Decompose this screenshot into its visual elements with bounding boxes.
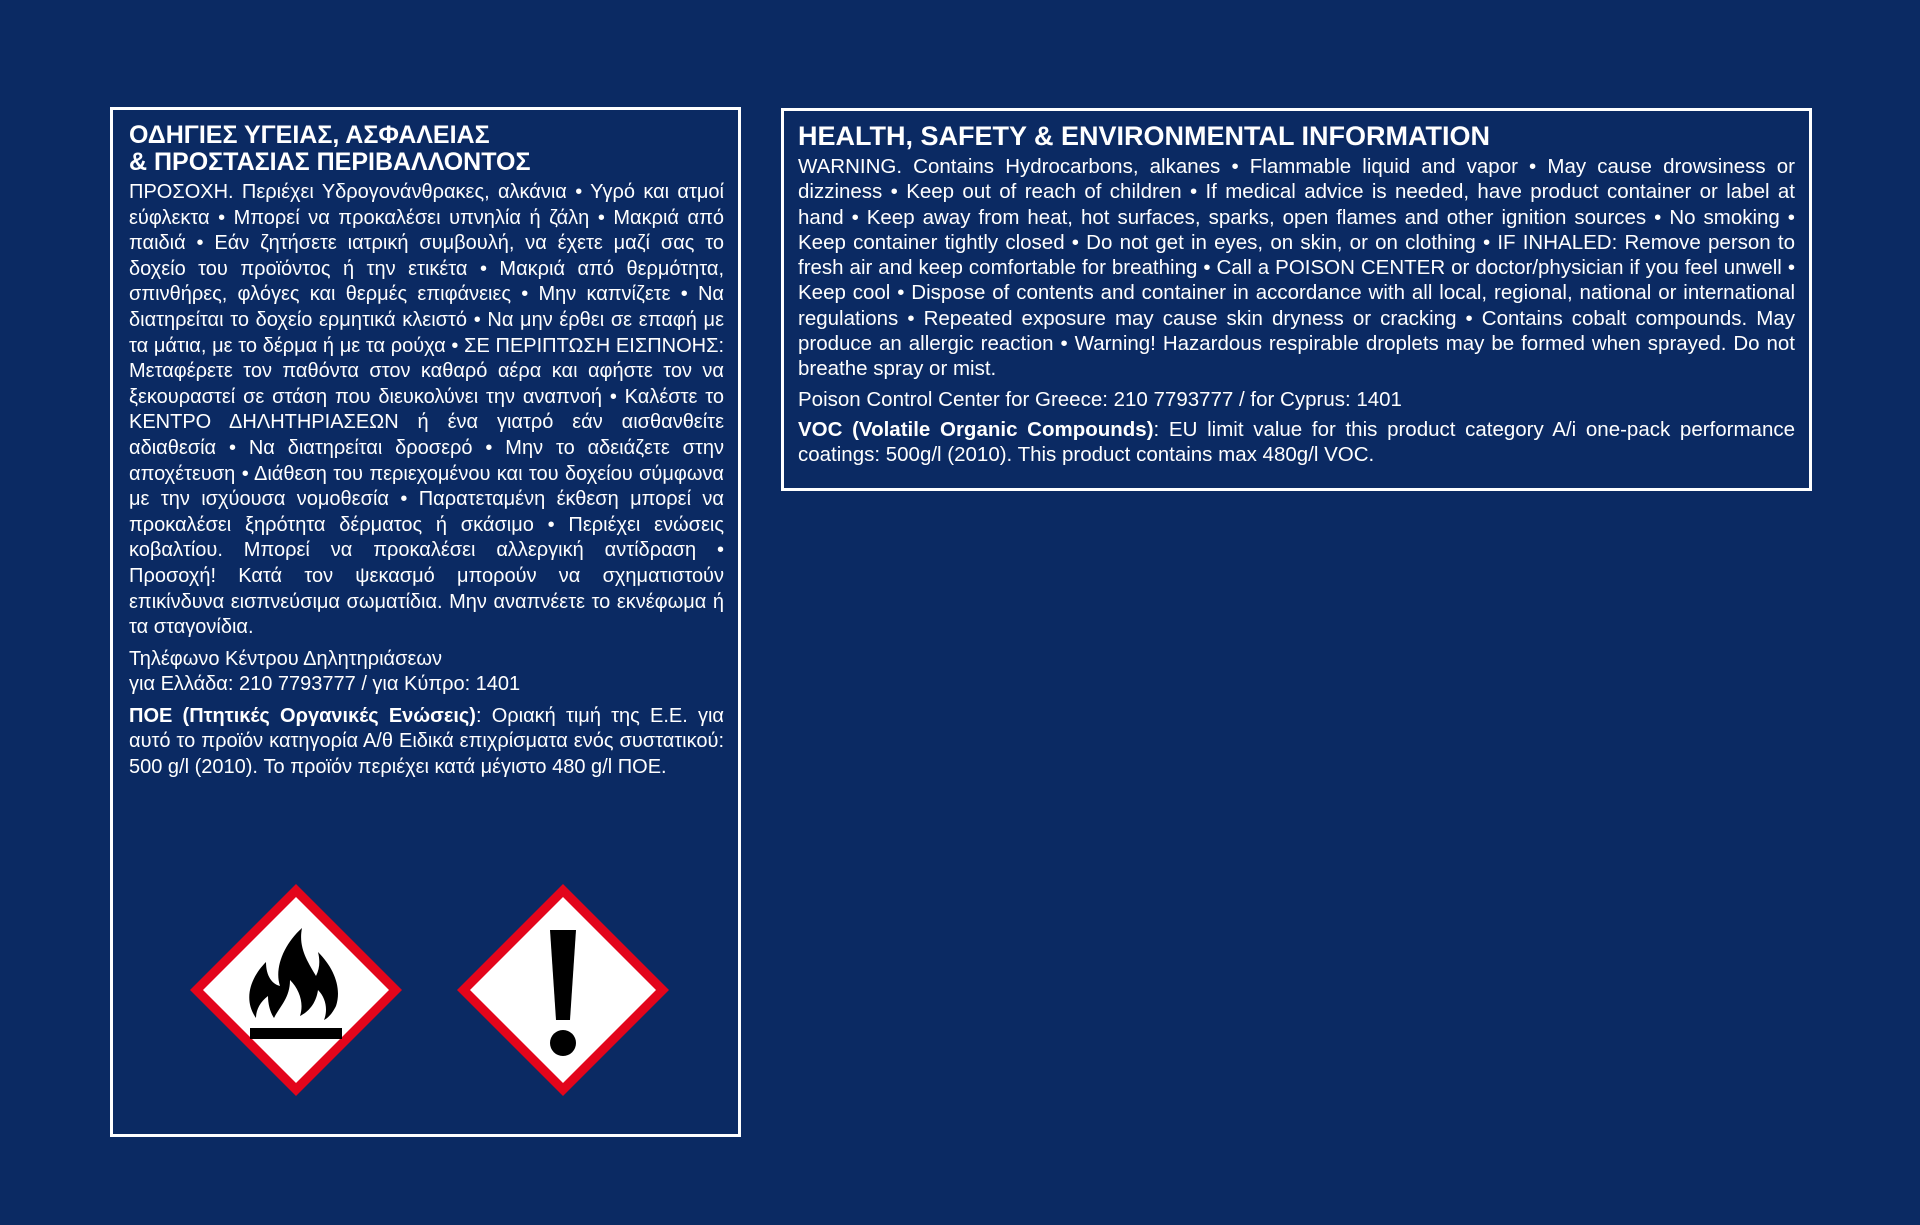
greek-voc-label: ΠΟΕ (Πτητικές Οργανικές Ενώσεις) (129, 704, 476, 727)
english-warning-text: WARNING. Contains Hydrocarbons, alkanes • Flammable liquid and vapor • May cause drowsiness or dizziness • Keep out of reach of children • If medical advice is needed, have product container or label at hand • Keep away from heat, hot surfaces, sparks, open flames and other ignition sources • No smoking • Keep container tightly closed • Do not get in eyes, on skin, or on clothing • IF INHALED: Remove person to fresh air and keep comfortable for breathing • Call a POISON CENTER or doctor/physician if you feel unwell • Keep cool • Dispose of contents and container in accordance with all local, regional, national or international regulations • Repeated exposure may cause skin dryness or cracking • Contains cobalt compounds. May produce an allergic reaction • Warning! Hazardous respirable droplets may be formed when sprayed. Do not breathe spray or mist. (798, 155, 1795, 381)
english-voc-label: VOC (Volatile Organic Compounds) (798, 417, 1154, 441)
greek-voc-text: : Οριακή τιμή της Ε.Ε. για αυτό το προϊόν κατηγορία Α/θ Ειδικά επιχρίσματα ενός συστατικού: 500 g/l (2010). Το προϊόν περιέχει κατά μέγιστο 480 g/l ΠΟΕ. (129, 704, 724, 779)
greek-panel-title (129, 122, 724, 176)
greek-safety-panel (110, 107, 741, 1137)
greek-voc-info (129, 704, 724, 781)
greek-title-line1: ΟΔΗΓΙΕΣ ΥΓΕΙΑΣ, ΑΣΦΑΛΕΙΑΣ (129, 121, 490, 149)
english-voc-info (798, 417, 1795, 468)
greek-poison-line1: Τηλέφωνο Κέντρου Δηλητηριάσεων (129, 647, 442, 670)
ghs-pictograms (168, 880, 688, 1100)
ghs-pictograms-svg (168, 880, 688, 1100)
english-voc-text: : EU limit value for this product category A/i one-pack performance coatings: 500g/l (2010). This product contains max 480g/l VOC. (798, 417, 1795, 467)
english-panel-title: HEALTH, SAFETY & ENVIRONMENTAL INFORMATION (798, 121, 1490, 151)
greek-title-line2: & ΠΡΟΣΤΑΣΙΑΣ ΠΕΡΙΒΑΛΛΟΝΤΟΣ (129, 148, 531, 176)
flammable-icon (190, 884, 402, 1096)
greek-poison-line2: για Ελλάδα: 210 7793777 / για Κύπρο: 1401 (129, 673, 521, 696)
exclamation-mark-icon (457, 884, 669, 1096)
english-poison-center: Poison Control Center for Greece: 210 7793777 / for Cyprus: 1401 (798, 387, 1402, 411)
greek-warning-text: ΠΡΟΣΟΧΗ. Περιέχει Υδρογονάνθρακες, αλκάνια • Υγρό και ατμοί εύφλεκτα • Μπορεί να προκαλέσει υπνηλία ή ζάλη • Μακριά από παιδιά • Εάν ζητήσετε ιατρική συμβουλή, να έχετε μαζί σας το δοχείο του προϊόντος ή την ετικέτα • Μακριά από θερμότητα, σπινθήρες, φλόγες και θερμές επιφάνειες • Μην καπνίζετε • Να διατηρείται το δοχείο ερμητικά κλειστό • Να μην έρθει σε επαφή με τα μάτια, με το δέρμα ή με τα ρούχα • ΣΕ ΠΕΡΙΠΤΩΣΗ ΕΙΣΠΝΟΗΣ: Μεταφέρετε τον παθόντα στον καθαρό αέρα και αφήστε τον να ξεκουραστεί σε στάση που διευκολύνει την αναπνοή • Καλέστε το ΚΕΝΤΡΟ ΔΗΛΗΤΗΡΙΑΣΕΩΝ ή ένα γιατρό εάν αισθανθείτε αδιαθεσία • Να διατηρείται δροσερό • Μην το αδειάζετε στην αποχέτευση • Διάθεση του περιεχομένου και του δοχείου σύμφωνα με την ισχύουσα νομοθεσία • Παρατεταμένη έκθεση μπορεί να προκαλέσει ξηρότητα δέρματος ή σκάσιμο • Περιέχει ενώσεις κοβαλτίου. Μπορεί να προκαλέσει αλλεργική αντίδραση • Προσοχή! Κατά τον ψεκασμό μπορούν να σχηματιστούν επικίνδυνα εισπνεύσιμα σωματίδια. Μην αναπνέετε το εκνέφωμα ή τα σταγονίδια. (129, 181, 724, 639)
greek-poison-center (129, 647, 724, 698)
english-safety-panel (781, 108, 1812, 491)
